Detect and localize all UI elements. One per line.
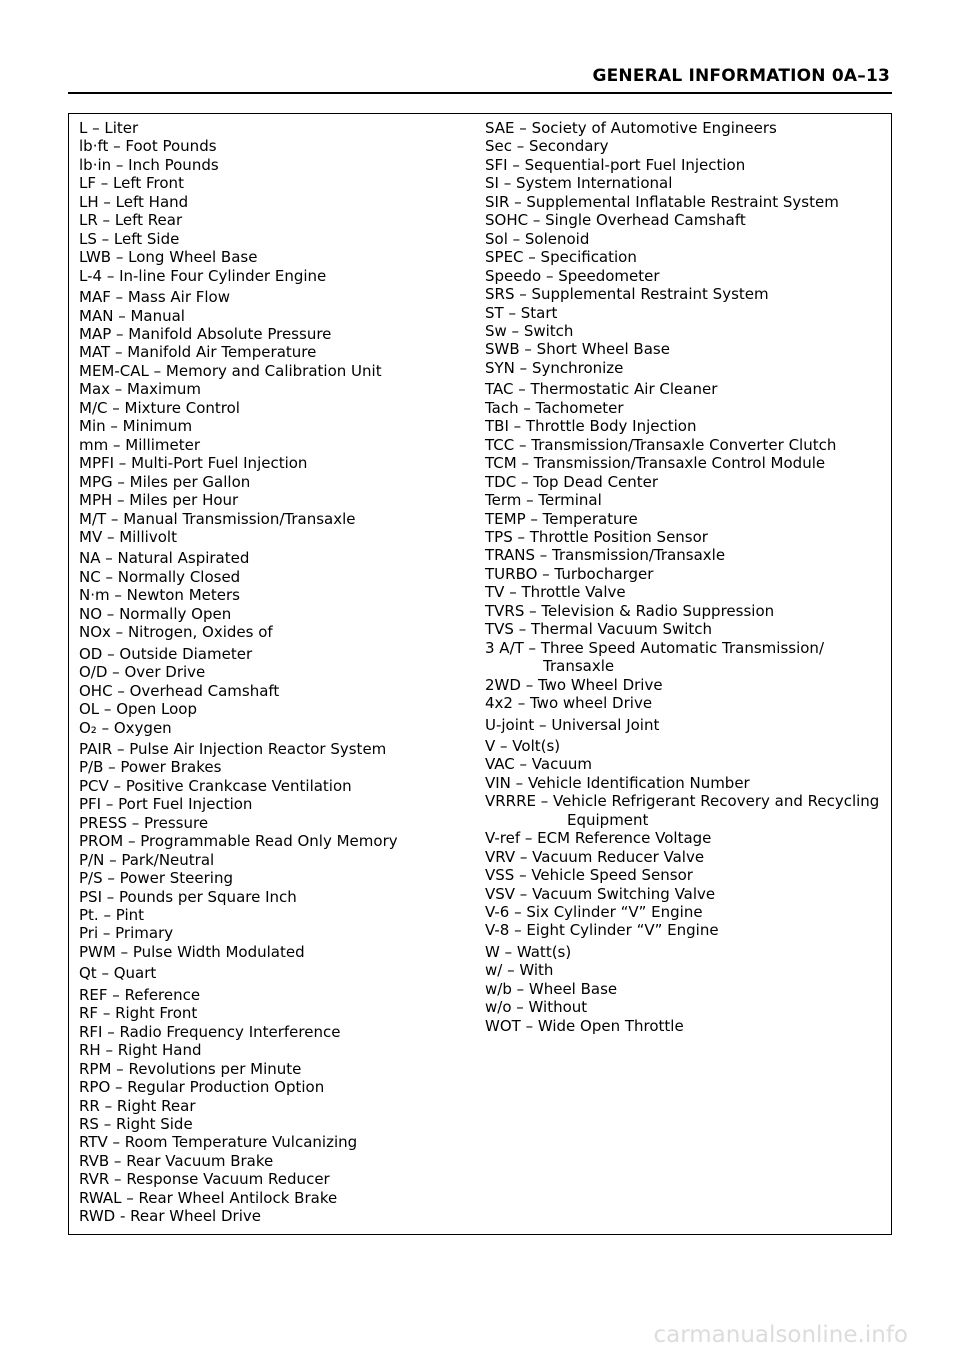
abbrev-entry-continuation: Transaxle <box>543 657 615 676</box>
abbrev-entry: V-6 – Six Cylinder “V” Engine <box>485 903 703 922</box>
abbrev-entry: Min – Minimum <box>79 417 193 436</box>
abbrev-entry: RVR – Response Vacuum Reducer <box>79 1170 330 1189</box>
abbrev-entry: lb·ft – Foot Pounds <box>79 137 217 156</box>
abbrev-entry: PWM – Pulse Width Modulated <box>79 942 305 961</box>
abbrev-entry: MPFI – Multi-Port Fuel Injection <box>79 454 308 473</box>
abbrev-entry: Term – Terminal <box>485 491 602 510</box>
abbrev-entry: VSS – Vehicle Speed Sensor <box>485 866 693 885</box>
abbrev-entry: MV – Millivolt <box>79 527 177 546</box>
abbrev-entry: MAF – Mass Air Flow <box>79 288 231 307</box>
abbrev-entry: OL – Open Loop <box>79 700 198 719</box>
abbrev-entry: MAN – Manual <box>79 306 185 325</box>
abbrev-entry: NC – Normally Closed <box>79 567 241 586</box>
abbrev-entry: SFI – Sequential-port Fuel Injection <box>485 155 746 174</box>
abbrev-entry: M/C – Mixture Control <box>79 398 240 417</box>
abbrev-entry: RWAL – Rear Wheel Antilock Brake <box>79 1188 338 1207</box>
abbrev-entry: RR – Right Rear <box>79 1096 196 1115</box>
abbrev-entry: MPG – Miles per Gallon <box>79 472 251 491</box>
abbrev-entry: U-joint – Universal Joint <box>485 715 660 734</box>
abbrev-entry: Sw – Switch <box>485 321 574 340</box>
abbrev-entry: VRV – Vacuum Reducer Valve <box>485 847 705 866</box>
abbrev-entry: Pt. – Pint <box>79 906 145 925</box>
abbrev-entry: TVRS – Television & Radio Suppression <box>485 601 775 620</box>
abbrev-entry-line: 3 A/T – Three Speed Automatic Transmission/ <box>485 638 824 657</box>
abbrev-entry: mm – Millimeter <box>79 435 200 454</box>
abbrev-entry-multiline <box>485 639 885 676</box>
abbrev-entry: PCV – Positive Crankcase Ventilation <box>79 776 352 795</box>
abbrev-entry: Tach – Tachometer <box>485 398 624 417</box>
abbrev-entry: PROM – Programmable Read Only Memory <box>79 832 398 851</box>
abbrev-entry: P/S – Power Steering <box>79 869 233 888</box>
abbrev-entry: REF – Reference <box>79 985 201 1004</box>
abbrev-entry-multiline <box>485 792 885 829</box>
abbrev-entry: P/N – Park/Neutral <box>79 850 215 869</box>
abbrev-entry: LWB – Long Wheel Base <box>79 248 258 267</box>
abbrev-entry: OHC – Overhead Camshaft <box>79 681 280 700</box>
abbrev-entry: VIN – Vehicle Identification Number <box>485 773 750 792</box>
abbrev-entry: L – Liter <box>79 119 139 137</box>
abbrev-entry: Sol – Solenoid <box>485 229 590 248</box>
abbrev-entry: TDC – Top Dead Center <box>485 472 659 491</box>
abbrev-entry: ST – Start <box>485 303 558 322</box>
abbrev-entry: LR – Left Rear <box>79 211 183 230</box>
abbrev-entry: L-4 – In-line Four Cylinder Engine <box>79 266 327 285</box>
abbrev-entry: NA – Natural Aspirated <box>79 549 250 568</box>
abbrev-entry: TV – Throttle Valve <box>485 583 626 602</box>
abbrev-entry: NO – Normally Open <box>79 604 232 623</box>
abbrev-entry: LS – Left Side <box>79 229 180 248</box>
abbrev-entry: w/ – With <box>485 961 554 980</box>
abbrev-entry: V-ref – ECM Reference Voltage <box>485 829 712 848</box>
abbrev-entry: W – Watt(s) <box>485 942 572 961</box>
abbrev-entry: PRESS – Pressure <box>79 813 209 832</box>
abbrev-entry: SRS – Supplemental Restraint System <box>485 285 769 304</box>
abbrev-entry: SI – System International <box>485 174 673 193</box>
abbrev-entry: RPM – Revolutions per Minute <box>79 1059 302 1078</box>
abbreviations-box <box>68 113 892 1235</box>
abbrev-entry: O/D – Over Drive <box>79 663 206 682</box>
abbrev-entry: MAT – Manifold Air Temperature <box>79 343 317 362</box>
abbrev-entry: VSV – Vacuum Switching Valve <box>485 884 716 903</box>
abbrev-entry: SAE – Society of Automotive Engineers <box>485 119 777 137</box>
abbrev-entry: w/b – Wheel Base <box>485 979 618 998</box>
abbrev-entry: PFI – Port Fuel Injection <box>79 795 253 814</box>
abbrev-entry: Pri – Primary <box>79 924 174 943</box>
abbrev-entry: M/T – Manual Transmission/Transaxle <box>79 509 356 528</box>
abbrev-entry: RH – Right Hand <box>79 1041 202 1060</box>
abbrev-entry: MEM-CAL – Memory and Calibration Unit <box>79 361 382 380</box>
abbrev-entry: SOHC – Single Overhead Camshaft <box>485 211 746 230</box>
abbrev-entry: TRANS – Transmission/Transaxle <box>485 546 726 565</box>
abbrev-entry: P/B – Power Brakes <box>79 758 222 777</box>
abbrev-entry: TBI – Throttle Body Injection <box>485 417 697 436</box>
abbrev-entry: N·m – Newton Meters <box>79 586 240 605</box>
abbrev-entry: RWD - Rear Wheel Drive <box>79 1207 261 1226</box>
abbrev-entry: Qt – Quart <box>79 964 157 983</box>
abbrev-entry-continuation: Equipment <box>567 810 649 829</box>
abbrev-entry: TURBO – Turbocharger <box>485 564 654 583</box>
abbrev-entry: SIR – Supplemental Inflatable Restraint System <box>485 192 839 211</box>
abbrev-entry: PAIR – Pulse Air Injection Reactor System <box>79 739 387 758</box>
abbrev-entry: TCM – Transmission/Transaxle Control Module <box>485 454 826 473</box>
abbreviations-left-column <box>79 119 469 1226</box>
abbrev-entry: Sec – Secondary <box>485 137 609 156</box>
abbrev-entry: TAC – Thermostatic Air Cleaner <box>485 380 718 399</box>
abbrev-entry: TPS – Throttle Position Sensor <box>485 527 708 546</box>
abbrev-entry: LF – Left Front <box>79 174 184 193</box>
abbrev-entry: PSI – Pounds per Square Inch <box>79 887 297 906</box>
abbrev-entry: lb·in – Inch Pounds <box>79 155 219 174</box>
abbrev-entry: VAC – Vacuum <box>485 755 592 774</box>
abbreviations-right-column <box>485 119 885 1035</box>
abbrev-entry: MAP – Manifold Absolute Pressure <box>79 324 332 343</box>
abbrev-entry: TEMP – Temperature <box>485 509 638 528</box>
abbrev-entry: TVS – Thermal Vacuum Switch <box>485 620 713 639</box>
abbrev-entry: RVB – Rear Vacuum Brake <box>79 1151 274 1170</box>
abbrev-entry: RTV – Room Temperature Vulcanizing <box>79 1133 358 1152</box>
abbrev-entry: MPH – Miles per Hour <box>79 491 239 510</box>
abbrev-entry: Speedo – Speedometer <box>485 266 660 285</box>
watermark: carmanualsonline.info <box>653 1322 908 1348</box>
abbrev-entry: WOT – Wide Open Throttle <box>485 1016 684 1035</box>
header-rule <box>68 92 892 94</box>
abbrev-entry: NOx – Nitrogen, Oxides of <box>79 623 273 642</box>
abbrev-entry: SYN – Synchronize <box>485 358 624 377</box>
abbrev-entry: Max – Maximum <box>79 380 201 399</box>
abbrev-entry: RPO – Regular Production Option <box>79 1078 325 1097</box>
abbrev-entry: SPEC – Specification <box>485 248 637 267</box>
abbrev-entry-line: VRRRE – Vehicle Refrigerant Recovery and Recycling <box>485 792 880 811</box>
abbrev-entry: LH – Left Hand <box>79 192 189 211</box>
abbrev-entry: RF – Right Front <box>79 1004 198 1023</box>
abbrev-entry: RFI – Radio Frequency Interference <box>79 1022 341 1041</box>
abbrev-entry: OD – Outside Diameter <box>79 644 253 663</box>
abbrev-entry: w/o – Without <box>485 998 588 1017</box>
abbrev-entry: SWB – Short Wheel Base <box>485 340 670 359</box>
abbrev-entry: V – Volt(s) <box>485 736 561 755</box>
abbrev-entry: O₂ – Oxygen <box>79 718 172 737</box>
abbrev-entry: 4x2 – Two wheel Drive <box>485 694 653 713</box>
page-header: GENERAL INFORMATION 0A–13 <box>592 66 890 86</box>
abbrev-entry: TCC – Transmission/Transaxle Converter Clutch <box>485 435 837 454</box>
abbrev-entry: RS – Right Side <box>79 1115 193 1134</box>
abbrev-entry: 2WD – Two Wheel Drive <box>485 675 663 694</box>
abbrev-entry: V-8 – Eight Cylinder “V” Engine <box>485 921 719 940</box>
